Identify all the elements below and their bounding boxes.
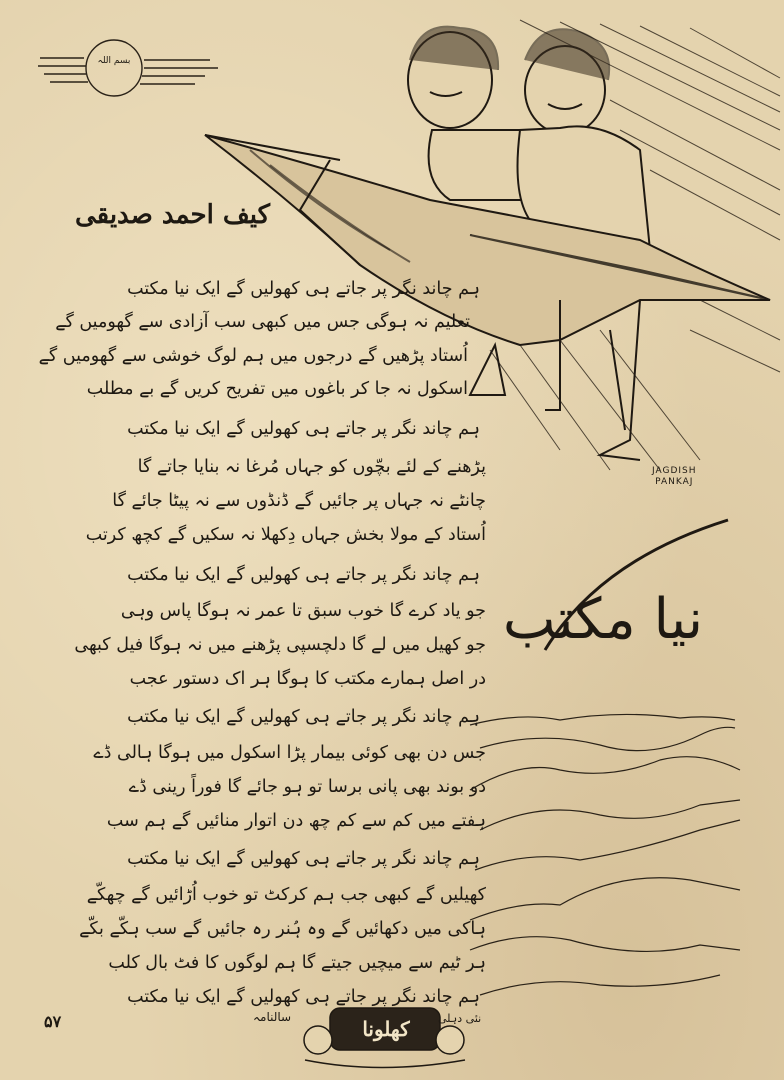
poem-line: ہم چاند نگر پر جاتے ہی کھولیں گے ایک نیا مکتب [127,707,480,727]
magazine-city: نئی دہلی [438,1012,482,1025]
poem-line: جس دن بھی کوئی بیمار پڑا اسکول میں ہوگا ہالی ڈے [93,743,486,763]
annual-label: سالنامہ [253,1010,292,1024]
artist-first-name: JAGDISH [652,466,697,476]
poem-line: کھیلیں گے کبھی جب ہم کرکٹ تو خوب اُڑائیں گے چھکّے [86,885,486,905]
artist-last-name: PANKAJ [655,477,694,487]
poem-line: ہفتے میں کم سے کم چھ دن اتوار منائیں گے ہم سب [106,811,486,831]
poem-line: پڑھنے کے لئے بچّوں کو جہاں مُرغا نہ بنایا جاتے گا [137,457,486,477]
poem-title: نیا مکتب [502,587,704,652]
magazine-name: کھلونا [362,1017,410,1041]
poem-line: ہم چاند نگر پر جاتے ہی کھولیں گے ایک نیا مکتب [127,419,480,439]
poem-line: اسکول نہ جا کر باغوں میں تفریح کریں گے بے مطلب [86,379,468,399]
poem-line: ہم چاند نگر پر جاتے ہی کھولیں گے ایک نیا مکتب [127,987,480,1007]
moon-inscription: بسم اللہ [97,56,131,66]
poem-line: ہاکی میں دکھائیں گے وہ ہُنر رہ جائیں گے سب ہکّے بکّے [79,919,486,939]
mountain-lines [470,714,740,995]
poem-line: ہم چاند نگر پر جاتے ہی کھولیں گے ایک نیا مکتب [127,849,480,869]
poem-line: تعلیم نہ ہوگی جس میں کبھی سب آزادی سے گھومیں گے [55,312,470,332]
poem-line: جو یاد کرے گا خوب سبق تا عمر نہ ہوگا پاس وہی [120,601,486,621]
page-number: ۵۷ [44,1012,62,1031]
poem-line: اُستاد کے مولا بخش جہاں دِکھلا نہ سکیں گے کچھ کرتب [85,525,486,545]
poem-line: ہم چاند نگر پر جاتے ہی کھولیں گے ایک نیا مکتب [127,279,480,299]
poem-line: اُستاد پڑھیں گے درجوں میں ہم لوگ خوشی سے گھومیں گے [38,346,468,366]
poem-line: ہر ٹیم سے میچیں جیتے گا ہم لوگوں کا فٹ بال کلب [108,953,486,973]
poem-line: جو کھیل میں لے گا دلچسپی پڑھنے میں نہ ہوگا فیل کبھی [74,635,486,655]
moon-icon [38,40,218,96]
poem-line: ہم چاند نگر پر جاتے ہی کھولیں گے ایک نیا مکتب [127,565,480,585]
poem-line: چانٹے نہ جہاں پر جائیں گے ڈنڈوں سے نہ پیٹا جائے گا [112,491,486,511]
poem-line: در اصل ہمارے مکتب کا ہوگا ہر اک دستور عجب [129,669,486,689]
artist-signature [652,466,697,488]
poem-line: دو بوند بھی پانی برسا تو ہو جائے گا فوراً رینی ڈے [128,777,486,797]
author-name: کیف احمد صدیقی [75,200,270,230]
